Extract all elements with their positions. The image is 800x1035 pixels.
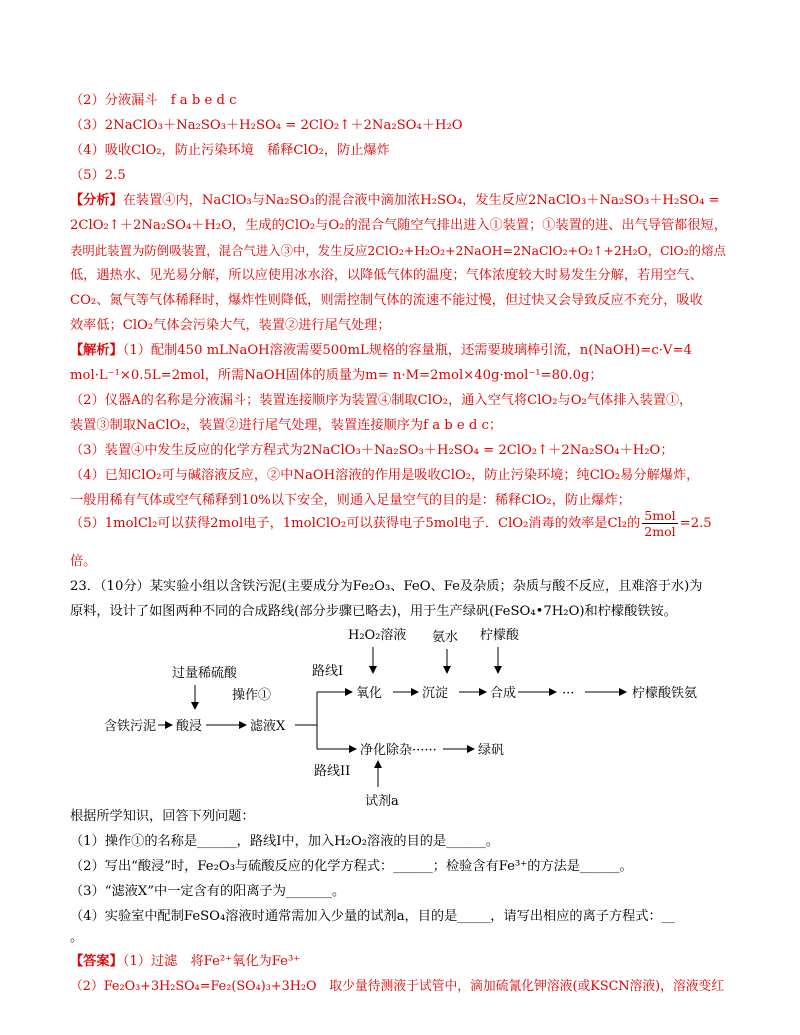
solution-text-1: （1）配制450 mLNaOH溶液需要500mL规格的容量瓶，还需要玻璃棒引流，n(NaOH)=c·V=4	[122, 343, 692, 358]
solution-tag: 【解析】	[70, 343, 123, 358]
answer-line-5: （5）2.5	[70, 168, 126, 183]
h2o2-label: H₂O₂溶液	[348, 628, 407, 643]
acid-label: 过量稀硫酸	[172, 666, 238, 681]
citric-acid-label: 柠檬酸	[480, 628, 520, 643]
solution-line-7: 一般用稀有气体或空气稀释到10%以下安全，则通入足量空气的目的是：稀释ClO₂，防止爆炸；	[70, 493, 631, 508]
tasks-intro: 根据所学知识，回答下列问题：	[70, 809, 255, 824]
task-4: （4）实验室中配制FeSO₄溶液时通常需加入少量的试剂a，目的是_____，请写出相应的离子方程式：__	[70, 909, 675, 924]
route1-label: 路线I	[312, 664, 344, 679]
ammonia-label: 氨水	[432, 630, 459, 645]
solution-line-1	[70, 342, 692, 360]
efficiency-fraction	[642, 508, 677, 539]
leach-step: 酸浸	[176, 719, 203, 734]
answer23-line-1	[70, 953, 300, 971]
purify-step: 净化除杂······	[360, 743, 437, 758]
solution-line-4: 装置③制取NaClO₂，装置②进行尾气处理，装置连接顺序为f a b e d c；	[70, 418, 503, 433]
solution-line-8	[70, 508, 712, 539]
answer23-text-1: （1）过滤 将Fe²⁺氧化为Fe³⁺	[122, 954, 301, 969]
fraction-denominator: 2mol	[644, 524, 676, 539]
analysis-line-1	[70, 192, 720, 210]
analysis-text-1: 在装置④内，NaClO₃与Na₂SO₃的混合液中滴加浓H₂SO₄，发生反应2NaClO₃＋Na₂SO₃＋H₂SO₄ =	[122, 193, 720, 208]
answer23-tag: 【答案】	[70, 954, 123, 969]
answer23-line-2: （2）Fe₂O₃+3H₂SO₄=Fe₂(SO₄)₃+3H₂O 取少量待测液于试管中，滴加硫氰化钾溶液(或KSCN溶液)，溶液变红	[70, 979, 725, 994]
question-23-line-1: 23．（10分）某实验小组以含铁污泥(主要成分为Fe₂O₃、FeO、Fe及杂质；杂质与酸不反应，且难溶于水)为	[70, 579, 703, 594]
sludge-label: 含铁污泥	[104, 719, 157, 734]
task-1: （1）操作①的名称是______，路线I中，加入H₂O₂溶液的目的是______。	[70, 834, 499, 849]
analysis-line-4: 低，遇热水、见光易分解，所以应使用冰水浴，以降低气体的温度；气体浓度较大时易发生分解，若用空气、	[70, 268, 703, 283]
fraction-numerator: 5mol	[644, 508, 676, 523]
solution-line-9: 倍。	[70, 554, 97, 569]
oxidize-step: 氧化	[356, 686, 383, 701]
precipitate-step: 沉淀	[422, 686, 449, 701]
task-2: （2）写出“酸浸”时，Fe₂O₃与硫酸反应的化学方程式：______；检验含有Fe³⁺的方法是______。	[70, 859, 633, 874]
answer-line-2: （2）分液漏斗 f a b e d c	[70, 93, 237, 108]
solution-line-5: （3）装置④中发生反应的化学方程式为2NaClO₃＋Na₂SO₃＋H₂SO₄ = 2ClO₂↑＋2Na₂SO₄＋H₂O；	[70, 443, 674, 458]
analysis-line-6: 效率低；ClO₂气体会污染大气，装置②进行尾气处理；	[70, 318, 391, 333]
fraction-result: =2.5	[679, 516, 712, 531]
answer-line-3: （3）2NaClO₃＋Na₂SO₃＋H₂SO₄ = 2ClO₂↑＋2Na₂SO₄＋H₂O	[70, 118, 463, 133]
filtrate-x-label: 滤液X	[250, 719, 286, 734]
ellipsis: ···	[562, 686, 575, 701]
task-3: （3）“滤液X”中一定含有的阳离子为_______。	[70, 884, 346, 899]
answer-line-4: （4）吸收ClO₂，防止污染环境 稀释ClO₂，防止爆炸	[70, 143, 390, 158]
task-4-end: 。	[70, 930, 84, 945]
analysis-line-2: 2ClO₂↑＋2Na₂SO₄＋H₂O，生成的ClO₂与O₂的混合气随空气排出进入①装置；①装置的进、出气导管都很短，	[70, 218, 727, 233]
operation1-label: 操作①	[232, 688, 272, 703]
product-green-vitriol: 绿矾	[478, 743, 505, 758]
solution-line-3: （2）仪器A的名称是分液漏斗；装置连接顺序为装置④制取ClO₂，通入空气将ClO₂与O₂气体排入装置①，	[70, 393, 693, 408]
question-23-line-2: 原料，设计了如图两种不同的合成路线(部分步骤已略去)，用于生产绿矾(FeSO₄•7H₂O)和柠檬酸铁铵。	[70, 604, 677, 619]
product-citrate: 柠檬酸铁氨	[632, 686, 698, 701]
analysis-tag: 【分析】	[70, 193, 123, 208]
analysis-line-3: 表明此装置为防倒吸装置，混合气进入③中，发生反应2ClO₂+H₂O₂+2NaOH=2NaClO₂+O₂↑+2H₂O，ClO₂的熔点	[70, 243, 726, 258]
analysis-line-5: CO₂、氮气等气体稀释时，爆炸性则降低，则需控制气体的流速不能过慢，但过快又会导致反应不充分，吸收	[70, 293, 703, 308]
synth-step: 合成	[490, 686, 517, 701]
solution-line-2: mol·L⁻¹×0.5L=2mol，所需NaOH固体的质量为m= n·M=2mol×40g·mol⁻¹=80.0g；	[70, 368, 603, 383]
solution-text-8: （5）1molCl₂可以获得2mol电子，1molClO₂可以获得电子5mol电子．ClO₂消毒的效率是Cl₂的	[70, 516, 641, 531]
solution-line-6: （4）已知ClO₂可与碱溶液反应，②中NaOH溶液的作用是吸收ClO₂，防止污染环境；纯ClO₂易分解爆炸，	[70, 468, 700, 483]
reagent-a-label: 试剂a	[365, 794, 399, 809]
route2-label: 路线II	[314, 764, 351, 779]
